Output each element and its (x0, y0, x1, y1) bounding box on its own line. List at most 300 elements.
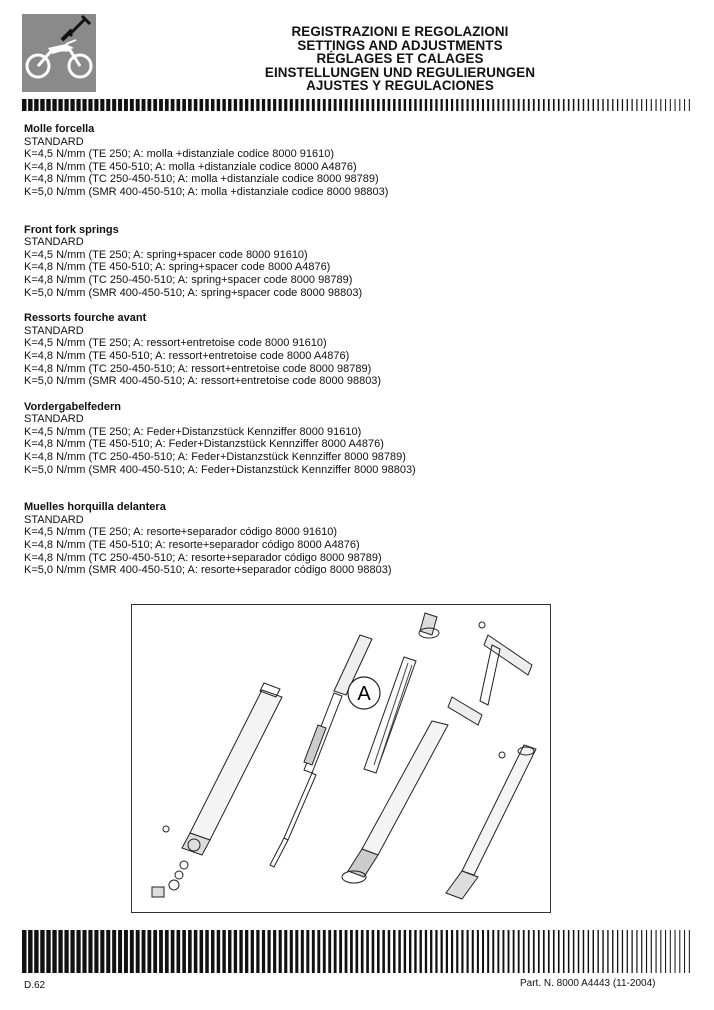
barcode-stripe (334, 930, 337, 973)
barcode-stripe (602, 99, 603, 111)
barcode-stripe (52, 99, 56, 111)
barcode-stripe (194, 930, 198, 973)
barcode-stripe (130, 99, 134, 111)
barcode-stripe (188, 99, 192, 111)
barcode-stripe (538, 99, 540, 111)
barcode-stripe (334, 99, 337, 111)
barcode-stripe (372, 930, 375, 973)
barcode-stripe (284, 99, 287, 111)
section-line: K=4,8 N/mm (TC 250-450-510; A: molla +distanziale codice 8000 98789) (24, 173, 379, 186)
barcode-stripe (34, 930, 38, 973)
barcode-stripe (588, 99, 589, 111)
barcode-stripe (262, 930, 265, 973)
barcode-stripe (656, 930, 657, 973)
barcode-stripe (388, 930, 391, 973)
barcode-stripe (323, 99, 326, 111)
barcode-stripe (205, 99, 209, 111)
barcode-stripe (228, 930, 231, 973)
section-line: STANDARD (24, 236, 84, 249)
barcode-stripe (553, 99, 555, 111)
barcode-stripe (404, 99, 406, 111)
section-line: K=4,8 N/mm (TC 250-450-510; A: spring+spacer code 8000 98789) (24, 273, 353, 286)
barcode-stripe (627, 99, 628, 111)
barcode-stripe (345, 99, 348, 111)
section-line: K=5,0 N/mm (SMR 400-450-510; A: spring+spacer code 8000 98803) (24, 286, 363, 299)
barcode-stripe (200, 99, 204, 111)
barcode-stripe (182, 99, 186, 111)
barcode-stripe (28, 99, 32, 111)
section-english (24, 224, 684, 300)
barcode-stripe (497, 930, 499, 973)
barcode-stripe (239, 930, 242, 973)
barcode-stripe (482, 930, 484, 973)
header-title-es: AJUSTES Y REGULACIONES (306, 78, 494, 94)
barcode-stripe (393, 930, 396, 973)
barcode-stripe (355, 930, 358, 973)
barcode-stripe (593, 930, 594, 973)
barcode-stripe (558, 930, 560, 973)
barcode-stripe (106, 99, 110, 111)
barcode-stripe (660, 99, 661, 111)
barcode-stripe (350, 930, 353, 973)
barcode-stripe (70, 930, 74, 973)
barcode-stripe (361, 99, 364, 111)
motorcycle-wrench-logo (22, 14, 96, 92)
barcode-stripe (523, 99, 525, 111)
barcode-stripe (339, 930, 342, 973)
barcode-stripe (636, 99, 637, 111)
callout-label: A (357, 683, 371, 705)
section-line: K=4,8 N/mm (TE 450-510; A: ressort+entretoise code 8000 A4876) (24, 349, 350, 362)
barcode-stripe (136, 930, 140, 973)
section-title: Vordergabelfedern (24, 400, 121, 413)
barcode-stripe (366, 930, 369, 973)
barcode-stripe (142, 930, 146, 973)
barcode-stripe (34, 99, 38, 111)
barcode-stripe (656, 99, 657, 111)
barcode-stripe (159, 930, 163, 973)
barcode-stripe (58, 930, 62, 973)
barcode-stripe (317, 930, 320, 973)
barcode-stripe (112, 99, 116, 111)
barcode-stripe (267, 99, 270, 111)
barcode-stripe (245, 99, 248, 111)
barcode-stripe (456, 99, 458, 111)
barcode-stripe (409, 930, 411, 973)
barcode-stripe (420, 99, 422, 111)
barcode-stripe (503, 99, 505, 111)
barcode-stripe (414, 930, 416, 973)
barcode-stripe (675, 99, 676, 111)
section-italian (24, 123, 684, 199)
barcode-stripe (228, 99, 231, 111)
barcode-stripe (461, 99, 463, 111)
barcode-stripe (306, 930, 309, 973)
barcode-stripe (177, 930, 181, 973)
barcode-stripe (689, 99, 690, 111)
barcode-stripe (295, 99, 298, 111)
barcode-stripe (508, 99, 510, 111)
section-line: STANDARD (24, 135, 84, 148)
barcode-stripe (217, 930, 220, 973)
barcode-stripe (409, 99, 411, 111)
barcode-stripe (548, 930, 550, 973)
section-title: Front fork springs (24, 223, 119, 236)
section-title: Molle forcella (24, 123, 95, 135)
section-line: K=4,5 N/mm (TE 250; A: molla +distanziale codice 8000 91610) (24, 148, 335, 161)
barcode-stripe (88, 99, 92, 111)
barcode-stripe (597, 99, 598, 111)
barcode-stripe (284, 930, 287, 973)
barcode-stripe (583, 930, 584, 973)
section-line: STANDARD (24, 324, 84, 337)
barcode-stripe (543, 930, 545, 973)
barcode-stripe (467, 930, 469, 973)
barcode-stripe (328, 930, 331, 973)
barcode-stripe (290, 99, 293, 111)
barcode-stripe (665, 99, 666, 111)
barcode-stripe (106, 930, 110, 973)
section-title: Muelles horquilla delantera (24, 501, 166, 514)
barcode-stripe (94, 930, 98, 973)
section-french (24, 312, 684, 388)
barcode-stripe (617, 99, 618, 111)
barcode-stripe (188, 930, 192, 973)
barcode-stripe (441, 930, 443, 973)
barcode-stripe (273, 99, 276, 111)
section-line: K=5,0 N/mm (SMR 400-450-510; A: molla +distanziale codice 8000 98803) (24, 185, 389, 198)
barcode-stripe (194, 99, 198, 111)
barcode-stripe (317, 99, 320, 111)
barcode-stripe (487, 99, 489, 111)
barcode-stripe (573, 930, 575, 973)
barcode-stripe (70, 99, 74, 111)
barcode-stripe (467, 99, 469, 111)
barcode-stripe (492, 99, 494, 111)
barcode-stripe (482, 99, 484, 111)
barcode-stripe (290, 930, 293, 973)
barcode-stripe (328, 99, 331, 111)
barcode-stripe (256, 99, 259, 111)
barcode-stripe (234, 99, 237, 111)
barcode-stripe (665, 930, 666, 973)
barcode-stripe (279, 930, 282, 973)
barcode-stripe (528, 930, 530, 973)
section-line: K=4,5 N/mm (TE 250; A: ressort+entretoise code 8000 91610) (24, 337, 327, 350)
barcode-stripe (355, 99, 358, 111)
barcode-stripe (262, 99, 265, 111)
barcode-stripe (497, 99, 499, 111)
barcode-stripe (622, 930, 623, 973)
barcode-stripe (124, 99, 128, 111)
barcode-stripe (425, 930, 427, 973)
barcode-stripe (339, 99, 342, 111)
barcode-stripe (578, 930, 580, 973)
page-header (110, 25, 690, 93)
barcode-stripe (435, 99, 437, 111)
barcode-stripe (382, 930, 385, 973)
section-line: K=4,8 N/mm (TC 250-450-510; A: ressort+entretoise code 8000 98789) (24, 362, 372, 375)
barcode-stripe (636, 930, 637, 973)
top-barcode-divider (22, 99, 690, 111)
section-line: K=4,5 N/mm (TE 250; A: resorte+separador código 8000 91610) (24, 526, 338, 539)
barcode-stripe (568, 99, 570, 111)
barcode-stripe (279, 99, 282, 111)
section-line: K=4,8 N/mm (TC 250-450-510; A: Feder+Distanzstück Kennziffer 8000 98789) (24, 451, 406, 464)
barcode-stripe (684, 99, 685, 111)
section-line: STANDARD (24, 413, 84, 426)
barcode-stripe (563, 930, 565, 973)
barcode-stripe (372, 99, 375, 111)
barcode-stripe (684, 930, 685, 973)
barcode-stripe (675, 930, 676, 973)
barcode-stripe (456, 930, 458, 973)
barcode-stripe (217, 99, 220, 111)
barcode-stripe (200, 930, 204, 973)
section-line: K=4,8 N/mm (TE 450-510; A: resorte+separador código 8000 A4876) (24, 539, 360, 552)
page-number: D.62 (24, 980, 46, 991)
barcode-stripe (100, 99, 104, 111)
barcode-stripe (548, 99, 550, 111)
barcode-stripe (461, 930, 463, 973)
barcode-stripe (22, 930, 27, 973)
section-title: Ressorts fourche avant (24, 312, 147, 325)
content-body (24, 123, 684, 602)
barcode-stripe (312, 930, 315, 973)
fork-exploded-diagram (131, 604, 551, 913)
barcode-stripe (573, 99, 575, 111)
header-title-de: EINSTELLUNGEN UND REGULIERUNGEN (264, 64, 536, 80)
barcode-stripe (583, 99, 584, 111)
barcode-stripe (622, 99, 623, 111)
barcode-stripe (147, 99, 151, 111)
barcode-stripe (398, 930, 400, 973)
barcode-stripe (446, 930, 448, 973)
barcode-stripe (239, 99, 242, 111)
barcode-stripe (234, 930, 237, 973)
barcode-stripe (588, 930, 589, 973)
barcode-stripe (211, 930, 214, 973)
header-title-fr: RÉGLAGES ET CALAGES (316, 51, 484, 67)
barcode-stripe (301, 930, 304, 973)
barcode-stripe (345, 930, 348, 973)
barcode-stripe (513, 930, 515, 973)
barcode-stripe (563, 99, 565, 111)
barcode-stripe (492, 930, 494, 973)
barcode-stripe (503, 930, 505, 973)
barcode-stripe (153, 930, 157, 973)
barcode-stripe (430, 99, 432, 111)
barcode-stripe (651, 930, 652, 973)
section-line: K=5,0 N/mm (SMR 400-450-510; A: Feder+Distanzstück Kennziffer 8000 98803) (24, 463, 416, 476)
barcode-stripe (273, 930, 276, 973)
section-line: K=5,0 N/mm (SMR 400-450-510; A: ressort+entretoise code 8000 98803) (24, 375, 382, 388)
barcode-stripe (82, 930, 86, 973)
barcode-stripe (388, 99, 391, 111)
barcode-stripe (28, 930, 32, 973)
barcode-stripe (118, 930, 122, 973)
barcode-stripe (679, 99, 680, 111)
barcode-stripe (472, 99, 474, 111)
barcode-stripe (88, 930, 92, 973)
barcode-stripe (177, 99, 181, 111)
barcode-stripe (366, 99, 369, 111)
barcode-stripe (553, 930, 555, 973)
barcode-stripe (377, 99, 380, 111)
barcode-stripe (543, 99, 545, 111)
barcode-stripe (171, 99, 175, 111)
barcode-stripe (147, 930, 151, 973)
part-number: Part. N. 8000 A4443 (11-2004) (520, 978, 656, 989)
barcode-stripe (165, 930, 169, 973)
bottom-barcode-divider (22, 930, 690, 973)
barcode-stripe (211, 99, 214, 111)
barcode-stripe (112, 930, 116, 973)
fork-diagram-drawing (132, 605, 550, 912)
barcode-stripe (295, 930, 298, 973)
barcode-stripe (518, 930, 520, 973)
header-title-en: SETTINGS AND ADJUSTMENTS (297, 37, 503, 53)
barcode-stripe (602, 930, 603, 973)
barcode-stripe (82, 99, 86, 111)
barcode-stripe (245, 930, 248, 973)
section-line: K=5,0 N/mm (SMR 400-450-510; A: resorte+separador código 8000 98803) (24, 564, 392, 577)
barcode-stripe (64, 99, 68, 111)
barcode-stripe (533, 930, 535, 973)
barcode-stripe (632, 930, 633, 973)
barcode-stripe (487, 930, 489, 973)
section-german (24, 401, 684, 477)
barcode-stripe (523, 930, 525, 973)
barcode-stripe (76, 930, 80, 973)
barcode-stripe (578, 99, 580, 111)
barcode-stripe (617, 930, 618, 973)
barcode-stripe (607, 930, 608, 973)
barcode-stripe (76, 99, 80, 111)
barcode-stripe (533, 99, 535, 111)
barcode-stripe (393, 99, 396, 111)
barcode-stripe (593, 99, 594, 111)
barcode-stripe (251, 99, 254, 111)
barcode-stripe (159, 99, 163, 111)
barcode-stripe (612, 930, 613, 973)
barcode-stripe (165, 99, 169, 111)
barcode-stripe (46, 99, 50, 111)
barcode-stripe (451, 99, 453, 111)
section-line: K=4,5 N/mm (TE 250; A: spring+spacer code 8000 91610) (24, 248, 308, 261)
barcode-stripe (641, 930, 642, 973)
barcode-stripe (627, 930, 628, 973)
barcode-stripe (323, 930, 326, 973)
barcode-stripe (513, 99, 515, 111)
barcode-stripe (40, 930, 44, 973)
barcode-stripe (641, 99, 642, 111)
barcode-stripe (267, 930, 270, 973)
barcode-stripe (182, 930, 186, 973)
barcode-stripe (350, 99, 353, 111)
barcode-stripe (118, 99, 122, 111)
barcode-stripe (153, 99, 157, 111)
section-line: K=4,8 N/mm (TC 250-450-510; A: resorte+separador código 8000 98789) (24, 551, 382, 564)
barcode-stripe (124, 930, 128, 973)
barcode-stripe (568, 930, 570, 973)
barcode-stripe (651, 99, 652, 111)
barcode-stripe (256, 930, 259, 973)
section-line: K=4,8 N/mm (TE 450-510; A: Feder+Distanzstück Kennziffer 8000 A4876) (24, 438, 384, 451)
section-spanish (24, 501, 684, 577)
barcode-stripe (404, 930, 406, 973)
barcode-stripe (398, 99, 400, 111)
barcode-stripe (446, 99, 448, 111)
header-title-it: REGISTRAZIONI E REGOLAZIONI (291, 24, 509, 39)
barcode-stripe (171, 930, 175, 973)
barcode-stripe (646, 99, 647, 111)
barcode-stripe (100, 930, 104, 973)
barcode-stripe (58, 99, 62, 111)
barcode-stripe (451, 930, 453, 973)
barcode-stripe (361, 930, 364, 973)
section-line: K=4,5 N/mm (TE 250; A: Feder+Distanzstück Kennziffer 8000 91610) (24, 425, 362, 438)
barcode-stripe (660, 930, 661, 973)
barcode-stripe (312, 99, 315, 111)
barcode-stripe (205, 930, 209, 973)
barcode-stripe (420, 930, 422, 973)
barcode-stripe (414, 99, 416, 111)
barcode-stripe (528, 99, 530, 111)
barcode-stripe (430, 930, 432, 973)
barcode-stripe (136, 99, 140, 111)
barcode-stripe (377, 930, 380, 973)
barcode-stripe (646, 930, 647, 973)
barcode-stripe (46, 930, 50, 973)
barcode-stripe (222, 930, 225, 973)
section-line: K=4,8 N/mm (TE 450-510; A: molla +distanziale codice 8000 A4876) (24, 160, 357, 173)
barcode-stripe (679, 930, 680, 973)
barcode-stripe (472, 930, 474, 973)
barcode-stripe (130, 930, 134, 973)
barcode-stripe (558, 99, 560, 111)
barcode-stripe (670, 99, 671, 111)
barcode-stripe (222, 99, 225, 111)
barcode-stripe (597, 930, 598, 973)
barcode-stripe (518, 99, 520, 111)
barcode-stripe (94, 99, 98, 111)
barcode-stripe (301, 99, 304, 111)
barcode-stripe (382, 99, 385, 111)
barcode-stripe (689, 930, 690, 973)
barcode-stripe (477, 930, 479, 973)
barcode-stripe (477, 99, 479, 111)
barcode-stripe (40, 99, 44, 111)
barcode-stripe (425, 99, 427, 111)
barcode-stripe (142, 99, 146, 111)
barcode-stripe (52, 930, 56, 973)
barcode-stripe (22, 99, 27, 111)
barcode-stripe (632, 99, 633, 111)
barcode-stripe (251, 930, 254, 973)
barcode-stripe (670, 930, 671, 973)
barcode-stripe (508, 930, 510, 973)
barcode-stripe (64, 930, 68, 973)
barcode-stripe (538, 930, 540, 973)
barcode-stripe (435, 930, 437, 973)
barcode-stripe (607, 99, 608, 111)
barcode-stripe (612, 99, 613, 111)
section-line: STANDARD (24, 513, 84, 526)
section-line: K=4,8 N/mm (TE 450-510; A: spring+spacer code 8000 A4876) (24, 261, 331, 274)
barcode-stripe (306, 99, 309, 111)
barcode-stripe (441, 99, 443, 111)
